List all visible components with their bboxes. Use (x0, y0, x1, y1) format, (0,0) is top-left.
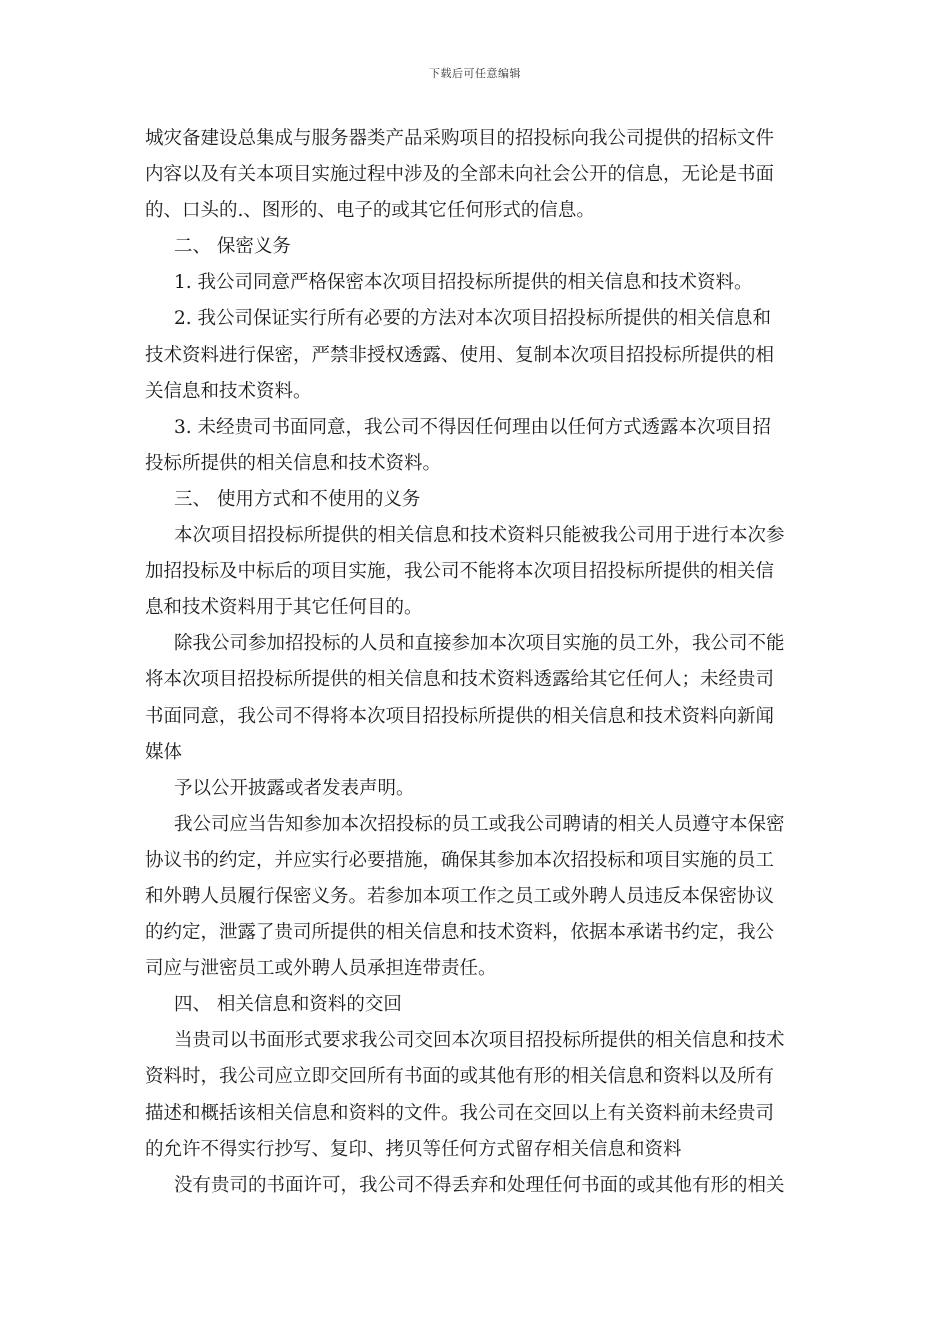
document-body (145, 121, 807, 1204)
text-line: 司应与泄密员工或外聘人员承担连带责任。 (145, 958, 497, 980)
text-line: 的允许不得实行抄写、复印、拷贝等任何方式留存相关信息和资料 (145, 1138, 682, 1160)
paragraph-start: 当贵司以书面形式要求我公司交回本次项目招投标所提供的相关信息和技术 (174, 1030, 785, 1052)
text-line: 和外聘人员履行保密义务。若参加本项工作之员工或外聘人员违反本保密协议 (145, 885, 775, 907)
paragraph-start: 本次项目招投标所提供的相关信息和技术资料只能被我公司用于进行本次参 (174, 525, 785, 547)
section-heading: 二、 保密义务 (174, 236, 291, 258)
text-line: 关信息和技术资料。 (145, 380, 312, 402)
text-line: 技术资料进行保密，严禁非授权透露、使用、复制本次项目招投标所提供的相 (145, 344, 775, 366)
text-line: 书面同意，我公司不得将本次项目招投标所提供的相关信息和技术资料向新闻 (145, 705, 775, 727)
text-line: 描述和概括该相关信息和资料的文件。我公司在交回以上有关资料前未经贵司 (145, 1102, 775, 1124)
text-line: 媒体 (145, 741, 183, 763)
text-line: 将本次项目招投标所提供的相关信息和技术资料透露给其它任何人；未经贵司 (145, 669, 775, 691)
paragraph-start: 除我公司参加招投标的人员和直接参加本次项目实施的员工外，我公司不能 (174, 633, 785, 655)
numbered-item: 3. 未经贵司书面同意，我公司不得因任何理由以任何方式透露本次项目招 (174, 416, 772, 438)
numbered-item: 1. 我公司同意严格保密本次项目招投标所提供的相关信息和技术资料。 (174, 272, 753, 294)
text-line: 息和技术资料用于其它任何目的。 (145, 597, 423, 619)
page-header: 下载后可任意编辑 (429, 67, 521, 80)
text-line: 协议书的约定，并应实行必要措施，确保其参加本次招投标和项目实施的员工 (145, 849, 775, 871)
section-heading: 四、 相关信息和资料的交回 (174, 994, 402, 1016)
paragraph-start: 予以公开披露或者发表声明。 (174, 777, 415, 799)
text-line: 资料时，我公司应立即交回所有书面的或其他有形的相关信息和资料以及所有 (145, 1066, 775, 1088)
numbered-item: 2. 我公司保证实行所有必要的方法对本次项目招投标所提供的相关信息和 (174, 308, 772, 330)
text-line: 加招投标及中标后的项目实施，我公司不能将本次项目招投标所提供的相关信 (145, 561, 775, 583)
text-line: 城灾备建设总集成与服务器类产品采购项目的招投标向我公司提供的招标文件 (145, 128, 775, 149)
paragraph-start: 没有贵司的书面许可，我公司不得丢弃和处理任何书面的或其他有形的相关 (174, 1174, 785, 1196)
text-line: 内容以及有关本项目实施过程中涉及的全部未向社会公开的信息，无论是书面 (145, 164, 775, 186)
section-heading: 三、 使用方式和不使用的义务 (174, 488, 421, 510)
paragraph-start: 我公司应当告知参加本次招投标的员工或我公司聘请的相关人员遵守本保密 (174, 813, 785, 835)
text-line: 的约定，泄露了贵司所提供的相关信息和技术资料，依据本承诺书约定，我公 (145, 922, 775, 944)
text-line: 的、口头的.、图形的、电子的或其它任何形式的信息。 (145, 200, 595, 222)
text-line: 投标所提供的相关信息和技术资料。 (145, 452, 442, 474)
